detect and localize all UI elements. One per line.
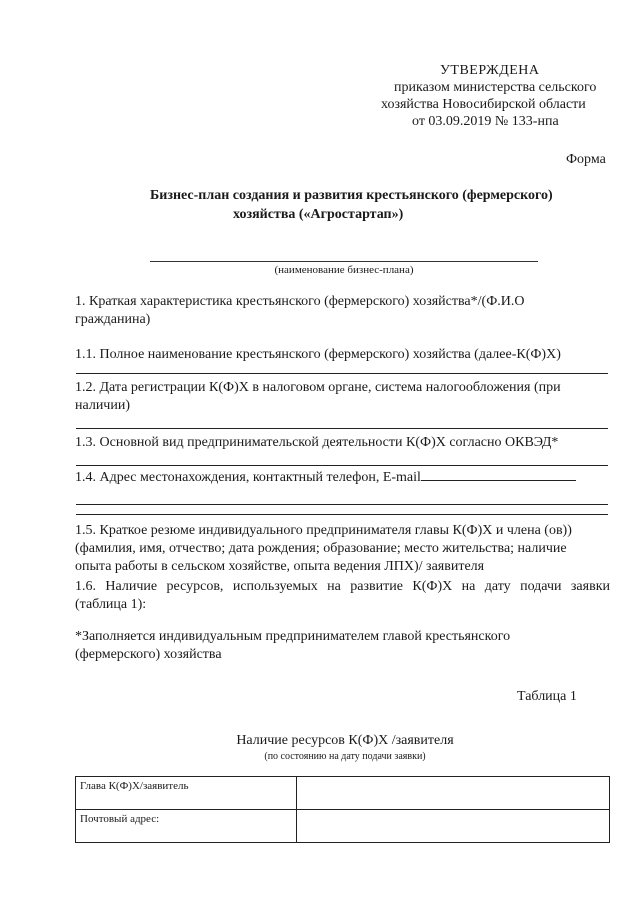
resources-subtitle: (по состоянию на дату подачи заявки) <box>264 751 426 762</box>
section-1-5 <box>75 522 615 576</box>
footnote-text: *Заполняется индивидуальным предпринимателем главой крестьянского <box>75 629 511 644</box>
section-1-2-field-line[interactable] <box>76 428 608 429</box>
section-1-6 <box>75 578 615 614</box>
section-1-4 <box>75 469 615 487</box>
approval-line: приказом министерства сельского <box>394 80 597 95</box>
section-1 <box>75 293 615 329</box>
section-1-4-field-line[interactable] <box>76 514 608 515</box>
resources-table <box>75 776 610 843</box>
document-title <box>150 186 553 224</box>
section-1-4-field-line[interactable] <box>76 504 608 505</box>
table-label: Таблица 1 <box>517 689 577 704</box>
section-1-5-text: опыта работы в сельском хозяйстве, опыта ведения ЛПХ)/ заявителя <box>75 559 485 574</box>
section-1-3-field-line[interactable] <box>76 465 608 466</box>
section-1-1-field-line[interactable] <box>76 373 608 374</box>
form-label: Форма <box>566 152 606 167</box>
table-cell-value[interactable] <box>297 810 610 843</box>
table-cell-label: Почтовый адрес: <box>76 810 297 843</box>
section-1-2 <box>75 379 615 415</box>
plan-name-caption: (наименование бизнес-плана) <box>274 264 414 276</box>
table-cell-label: Глава К(Ф)Х/заявитель <box>76 777 297 810</box>
document-title-line: хозяйства («Агростартап») <box>233 207 404 222</box>
section-1-text: гражданина) <box>75 312 151 327</box>
approval-line: от 03.09.2019 № 133-нпа <box>412 114 559 129</box>
section-1-5-text: 1.5. Краткое резюме индивидуального предпринимателя главы К(Ф)Х и члена (ов)) <box>75 523 572 538</box>
section-1-2-text: 1.2. Дата регистрации К(Ф)Х в налоговом органе, система налогообложения (при <box>75 380 561 395</box>
section-1-6-text: (таблица 1): <box>75 597 147 612</box>
footnote <box>75 628 615 664</box>
approval-block <box>370 62 640 130</box>
approval-title: УТВЕРЖДЕНА <box>440 63 540 78</box>
table-cell-value[interactable] <box>297 777 610 810</box>
footnote-text: (фермерского) хозяйства <box>75 647 222 662</box>
section-1-text: 1. Краткая характеристика крестьянского (фермерского) хозяйства*/(Ф.И.О <box>75 294 525 309</box>
approval-line: хозяйства Новосибирской области <box>381 97 586 112</box>
document-title-line: Бизнес-план создания и развития крестьянского (фермерского) <box>150 188 553 203</box>
table-row <box>76 777 610 810</box>
section-1-3: 1.3. Основной вид предпринимательской деятельности К(Ф)Х согласно ОКВЭД* <box>75 435 559 450</box>
section-1-6-text: 1.6. Наличие ресурсов, используемых на развитие К(Ф)Х на дату подачи заявки <box>75 579 610 594</box>
table-row <box>76 810 610 843</box>
section-1-4-text: 1.4. Адрес местонахождения, контактный телефон, E-mail <box>75 470 421 485</box>
contact-field-line[interactable] <box>421 480 576 481</box>
section-1-5-text: (фамилия, имя, отчество; дата рождения; образование; место жительства; наличие <box>75 541 567 556</box>
section-1-1: 1.1. Полное наименование крестьянского (фермерского) хозяйства (далее-К(Ф)Х) <box>75 347 561 362</box>
plan-name-field-line[interactable] <box>150 261 538 262</box>
resources-title: Наличие ресурсов К(Ф)Х /заявителя <box>236 733 454 748</box>
section-1-2-text: наличии) <box>75 398 130 413</box>
